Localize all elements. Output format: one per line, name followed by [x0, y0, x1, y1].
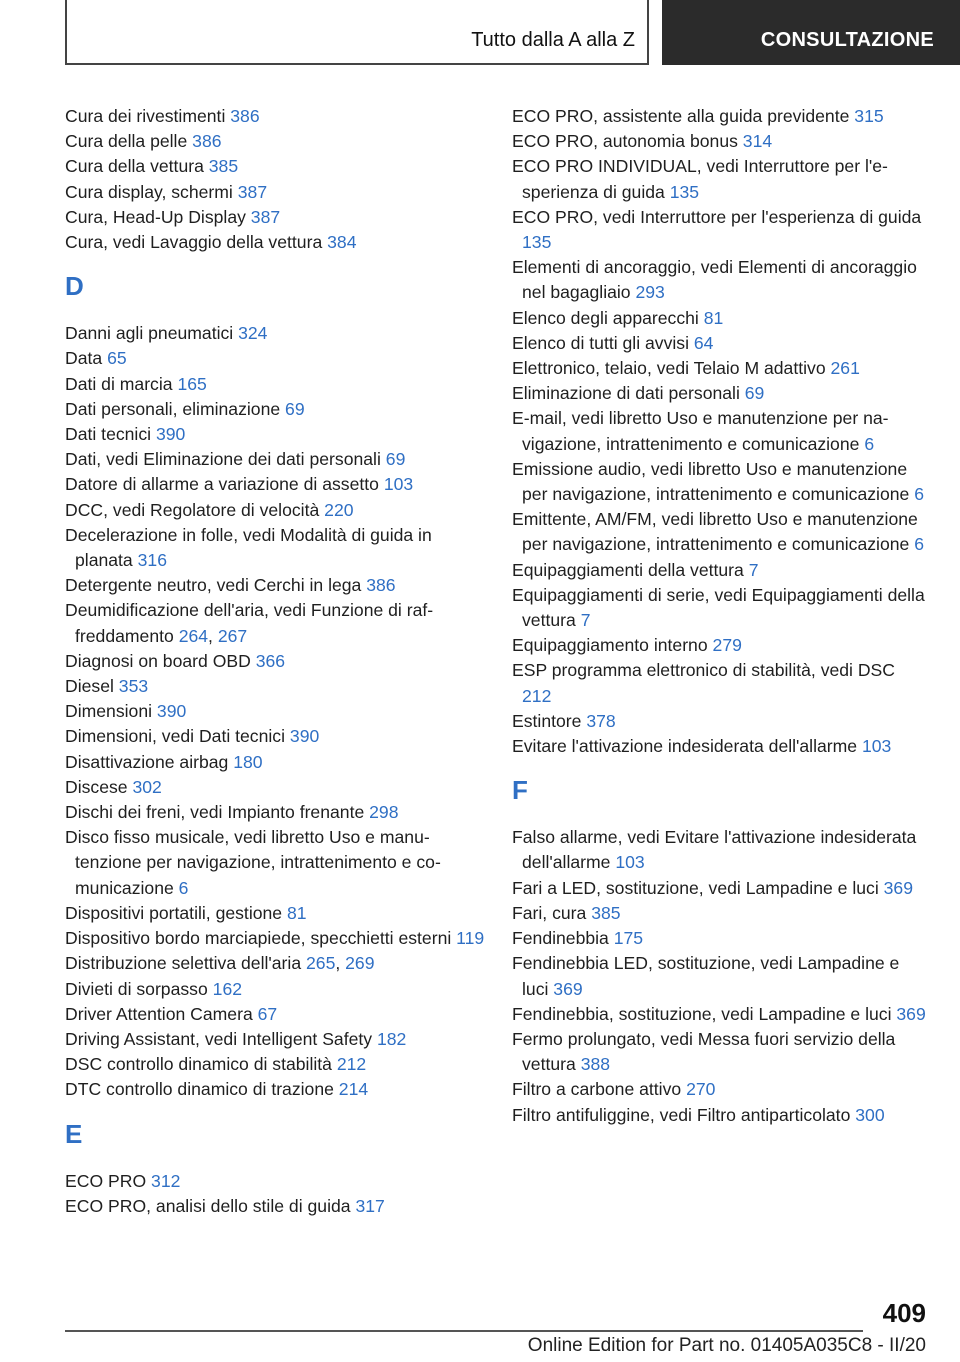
- index-entry: [512, 381, 927, 406]
- page-reference-link[interactable]: 180: [233, 751, 263, 772]
- index-entry: [65, 800, 485, 825]
- index-entry-text: Dispositivi portatili, gestione: [65, 902, 283, 923]
- page-reference-link[interactable]: 265: [306, 953, 336, 974]
- index-entry-text: Dati personali, eliminazione: [65, 398, 281, 419]
- header-title: Tutto dalla A alla Z: [471, 29, 635, 51]
- index-entry: [65, 1077, 485, 1102]
- index-entry: [65, 1002, 485, 1027]
- index-entry-text: Diesel: [65, 676, 114, 697]
- page-reference-link[interactable]: 369: [553, 978, 583, 999]
- index-entry-text: Dispositivo bordo marciapiede, specchietti esterni: [65, 928, 452, 949]
- index-entry-text: Cura della pelle: [65, 131, 188, 152]
- page-reference-link[interactable]: 103: [861, 736, 892, 757]
- index-column-left: [65, 104, 485, 1219]
- index-entry-text: Equipaggiamenti di serie, vedi Equipaggiamenti della vettura: [512, 584, 925, 631]
- index-entry: [512, 1027, 927, 1077]
- index-entry-text: Elementi di ancoraggio, vedi Elementi di ancoraggio nel bagagliaio: [512, 257, 917, 303]
- index-column-right: [512, 104, 927, 1128]
- index-entry-text: Cura dei rivestimenti: [65, 106, 226, 126]
- page-reference-link[interactable]: 103: [383, 474, 414, 495]
- index-entry: [512, 356, 927, 381]
- page-reference-link[interactable]: 387: [237, 181, 268, 202]
- index-entry: [65, 977, 485, 1002]
- index-entry: [512, 129, 927, 154]
- index-entry: [65, 154, 485, 179]
- index-entry-text: Emittente, AM/FM, vedi libretto Uso e manutenzione per navigazione, intrattenimento e comunicazione: [512, 509, 918, 555]
- index-entry: [512, 306, 927, 331]
- page-reference-link[interactable]: 324: [238, 323, 268, 344]
- index-entry-text: Deumidificazione dell'aria, vedi Funzione di raffreddamento: [65, 600, 434, 646]
- page-reference-link[interactable]: 385: [591, 902, 621, 923]
- index-entry-text: Discese: [65, 776, 128, 797]
- page-reference-link[interactable]: 220: [324, 499, 354, 520]
- page-reference-link[interactable]: 119: [456, 928, 485, 949]
- index-entry-text: Fari, cura: [512, 902, 587, 923]
- index-entry-text: Emissione audio, vedi libretto Uso e manutenzione per navigazione, intrattenimento e comunicazione: [512, 458, 910, 505]
- index-entry-text: Cura display, schermi: [65, 181, 233, 202]
- index-entry: [65, 674, 485, 699]
- page-reference-link[interactable]: 6: [178, 877, 189, 898]
- index-entry: [65, 1194, 485, 1219]
- index-entry-text: Dati tecnici: [65, 424, 152, 445]
- index-entry: [65, 104, 485, 129]
- index-entry: [512, 734, 927, 759]
- index-entry-text: Filtro a carbone attivo: [512, 1079, 682, 1100]
- page-reference-link[interactable]: 388: [580, 1054, 611, 1075]
- index-entry-text: Cura, vedi Lavaggio della vettura: [65, 232, 323, 253]
- index-entry: [512, 658, 927, 708]
- page-reference-link[interactable]: 312: [151, 1170, 181, 1191]
- index-entry-text: ECO PRO, assistente alla guida previdente: [512, 106, 850, 126]
- page-reference-link[interactable]: 81: [703, 307, 724, 328]
- index-entry-text: Evitare l'attivazione indesiderata dell'allarme: [512, 736, 858, 757]
- page-reference-link[interactable]: 386: [366, 575, 396, 596]
- page-reference-link[interactable]: 386: [192, 131, 222, 152]
- index-entry-text: Dati di marcia: [65, 373, 173, 394]
- index-entry-text: Detergente neutro, vedi Cerchi in lega: [65, 575, 362, 596]
- index-entry: [512, 709, 927, 734]
- section-letter: F: [512, 775, 528, 806]
- index-entry-text: Disattivazione airbag: [65, 751, 229, 772]
- index-entry-text: Fari a LED, sostituzione, vedi Lampadine e luci: [512, 877, 879, 898]
- page-reference-link[interactable]: 390: [155, 424, 186, 445]
- page-reference-link[interactable]: 366: [255, 650, 286, 671]
- page-reference-link[interactable]: 261: [830, 358, 860, 379]
- index-entry: [512, 926, 927, 951]
- index-entry: [512, 633, 927, 658]
- index-entry: [512, 1002, 927, 1027]
- index-entry: [512, 951, 927, 1001]
- index-entry: [512, 507, 927, 557]
- page-reference-link[interactable]: 302: [132, 776, 162, 797]
- index-entry: [512, 876, 927, 901]
- index-entry-text: E-mail, vedi libretto Uso e manutenzione per navigazione, intrattenimento e comunicazione: [512, 408, 889, 454]
- page-reference-link[interactable]: 390: [156, 701, 187, 722]
- page-reference-link[interactable]: 67: [257, 1003, 278, 1024]
- index-entry-text: Datore di allarme a variazione di assetto: [65, 474, 379, 495]
- page-reference-link[interactable]: 315: [854, 106, 884, 126]
- index-entry-text: ECO PRO INDIVIDUAL, vedi Interruttore per l'esperienza di guida: [512, 156, 888, 202]
- index-entry-text: Eliminazione di dati personali: [512, 383, 740, 404]
- section-letter: D: [65, 271, 84, 302]
- index-entry: [65, 699, 485, 724]
- index-entry: [65, 129, 485, 154]
- page-reference-link[interactable]: 162: [212, 978, 243, 999]
- page-reference-link[interactable]: 6: [914, 534, 924, 555]
- page-reference-link[interactable]: 293: [635, 282, 665, 303]
- footer-rule: [65, 1330, 863, 1332]
- page-reference-link[interactable]: 7: [748, 559, 759, 580]
- page-reference-link[interactable]: 279: [712, 635, 742, 656]
- index-entry: [65, 447, 485, 472]
- index-entry: [512, 457, 927, 507]
- page-reference-link[interactable]: 69: [385, 449, 406, 470]
- index-entry: Deumidificazione dell'aria, vedi Funzione di raffreddamento 264, 267: [65, 600, 434, 646]
- index-entry: [65, 1052, 485, 1077]
- page-reference-link[interactable]: 103: [615, 852, 645, 873]
- index-entry-text: Fendinebbia: [512, 928, 609, 949]
- index-entry-text: Cura, Head-Up Display: [65, 206, 246, 227]
- index-entry-text: Fendinebbia LED, sostituzione, vedi Lampadine e luci: [512, 953, 900, 999]
- page-reference-link[interactable]: 182: [376, 1028, 407, 1049]
- index-entry-text: Disco fisso musicale, vedi libretto Uso e manutenzione per navigazione, intrattenimento e comunicazione: [65, 827, 441, 898]
- page-reference-link[interactable]: 369: [883, 877, 913, 898]
- index-entry-text: ECO PRO: [65, 1170, 147, 1191]
- page-reference-link[interactable]: 6: [864, 433, 875, 454]
- page-reference-link[interactable]: 369: [896, 1003, 926, 1024]
- index-entry: [65, 346, 485, 371]
- index-entry-text: Dischi dei freni, vedi Impianto frenante: [65, 802, 365, 823]
- page-reference-link[interactable]: 267: [217, 625, 248, 646]
- page-reference-link[interactable]: 65: [107, 348, 127, 369]
- index-entry-text: Falso allarme, vedi Evitare l'attivazione indesiderata dell'allarme: [512, 827, 917, 873]
- index-entry-text: DCC, vedi Regolatore di velocità: [65, 499, 320, 520]
- index-entry: [65, 397, 485, 422]
- index-entry: [65, 372, 485, 397]
- index-entry: [512, 1077, 927, 1102]
- index-entry: [512, 154, 927, 204]
- page-reference-link[interactable]: 300: [855, 1104, 885, 1125]
- index-entry: [512, 331, 927, 356]
- page-reference-link[interactable]: 314: [742, 131, 773, 152]
- index-entry: [65, 901, 485, 926]
- index-entry-text: Equipaggiamenti della vettura: [512, 559, 744, 580]
- page-reference-link[interactable]: 69: [285, 398, 305, 419]
- index-entry: [65, 180, 485, 205]
- index-entry-text: ECO PRO, analisi dello stile di guida: [65, 1195, 351, 1216]
- index-entry: [512, 825, 927, 875]
- page-reference-link[interactable]: 298: [369, 802, 399, 823]
- footer-edition-text: Online Edition for Part no. 01405A035C8 - II/20: [527, 1335, 926, 1356]
- index-entry-text: Dati, vedi Eliminazione dei dati personali: [65, 449, 381, 470]
- index-entry: [65, 1169, 485, 1194]
- page-reference-link[interactable]: 387: [250, 206, 281, 227]
- index-entry-text: ECO PRO, autonomia bonus: [512, 131, 738, 152]
- index-entry: [512, 901, 927, 926]
- page-number: 409: [882, 1298, 926, 1328]
- index-entry-text: Fendinebbia, sostituzione, vedi Lampadine e luci: [512, 1003, 892, 1024]
- index-entry: [512, 104, 927, 129]
- index-entry: [512, 1103, 927, 1128]
- index-entry-text: Equipaggiamento interno: [512, 635, 708, 656]
- index-entry-text: Fermo prolungato, vedi Messa fuori servizio della vettura: [512, 1028, 896, 1075]
- page-reference-link[interactable]: 264: [178, 625, 209, 646]
- index-entry: [65, 321, 485, 346]
- index-entry-text: ESP programma elettronico di stabilità, vedi DSC: [512, 660, 895, 681]
- index-entry: [65, 750, 485, 775]
- page-reference-link[interactable]: 165: [177, 373, 207, 394]
- index-entry-text: Filtro antifuliggine, vedi Filtro antiparticolato: [512, 1104, 851, 1125]
- index-entry: [65, 498, 485, 523]
- page-reference-link[interactable]: 212: [522, 685, 552, 706]
- index-entry-text: Divieti di sorpasso: [65, 978, 208, 999]
- page-reference-link[interactable]: 64: [693, 332, 714, 353]
- page-reference-link[interactable]: 270: [686, 1079, 716, 1100]
- page-reference-link[interactable]: 317: [355, 1195, 385, 1216]
- index-entry-text: ECO PRO, vedi Interruttore per l'esperienza di guida: [512, 206, 922, 227]
- index-entry-text: Diagnosi on board OBD: [65, 650, 251, 671]
- index-entry-text: Driving Assistant, vedi Intelligent Safety: [65, 1028, 373, 1049]
- index-entry: [512, 406, 927, 456]
- page-reference-link[interactable]: 81: [286, 902, 307, 923]
- index-entry: Distribuzione selettiva dell'aria 265, 269: [65, 953, 375, 974]
- index-entry-text: Elenco di tutti gli avvisi: [512, 332, 689, 353]
- page-reference-link[interactable]: 269: [345, 953, 375, 974]
- section-letter: E: [65, 1118, 83, 1149]
- page-header: [65, 0, 960, 65]
- index-entry: [65, 422, 485, 447]
- index-entry-text: DSC controllo dinamico di stabilità: [65, 1054, 332, 1075]
- index-entry-text: DTC controllo dinamico di trazione: [65, 1079, 334, 1100]
- index-entry: [512, 205, 927, 255]
- index-entry-text: Elenco degli apparecchi: [512, 307, 699, 328]
- index-entry: [512, 583, 927, 633]
- index-entry: [65, 1027, 485, 1052]
- index-entry-text: Danni agli pneumatici: [65, 323, 234, 344]
- index-entry: [512, 255, 927, 305]
- index-entry-text: Dimensioni: [65, 701, 153, 722]
- index-entry-text: Driver Attention Camera: [65, 1003, 253, 1024]
- page-reference-link[interactable]: 135: [522, 232, 552, 253]
- index-entry: [65, 230, 485, 255]
- index-entry-text: Data: [65, 348, 103, 369]
- page-reference-link[interactable]: 135: [669, 181, 700, 202]
- index-entry-text: Decelerazione in folle, vedi Modalità di guida in planata: [65, 524, 432, 571]
- page-reference-link[interactable]: 6: [914, 484, 924, 505]
- page-reference-link[interactable]: 390: [289, 726, 320, 747]
- index-entry-text: Estintore: [512, 710, 582, 731]
- index-entry: [65, 523, 485, 573]
- index-entry: [65, 205, 485, 230]
- index-entry-text: Distribuzione selettiva dell'aria: [65, 953, 302, 974]
- index-entry: [512, 558, 927, 583]
- page-reference-link[interactable]: 386: [230, 106, 260, 126]
- section-tab: [662, 0, 960, 65]
- index-entry: [65, 926, 485, 951]
- index-entry-text: Cura della vettura: [65, 156, 204, 177]
- page-reference-link[interactable]: 69: [744, 383, 765, 404]
- index-entry: [65, 775, 485, 800]
- index-entry: [65, 472, 485, 497]
- index-entry: [65, 649, 485, 674]
- header-title-box: [65, 0, 649, 65]
- page-reference-link[interactable]: 353: [118, 676, 149, 697]
- index-entry: [65, 573, 485, 598]
- page-reference-link[interactable]: 212: [336, 1054, 367, 1075]
- index-entry-text: Elettronico, telaio, vedi Telaio M adattivo: [512, 358, 826, 379]
- page-reference-link[interactable]: 7: [580, 610, 591, 631]
- index-entry: [65, 724, 485, 749]
- page-reference-link[interactable]: 214: [338, 1079, 369, 1100]
- page-reference-link[interactable]: 175: [613, 928, 644, 949]
- section-tab-label: CONSULTAZIONE: [760, 29, 934, 51]
- page-reference-link[interactable]: 316: [137, 550, 167, 571]
- page-reference-link[interactable]: 384: [327, 232, 357, 253]
- page-reference-link[interactable]: 378: [586, 710, 616, 731]
- index-entry-text: Dimensioni, vedi Dati tecnici: [65, 726, 286, 747]
- index-entry: [65, 825, 485, 901]
- page-reference-link[interactable]: 385: [208, 156, 239, 177]
